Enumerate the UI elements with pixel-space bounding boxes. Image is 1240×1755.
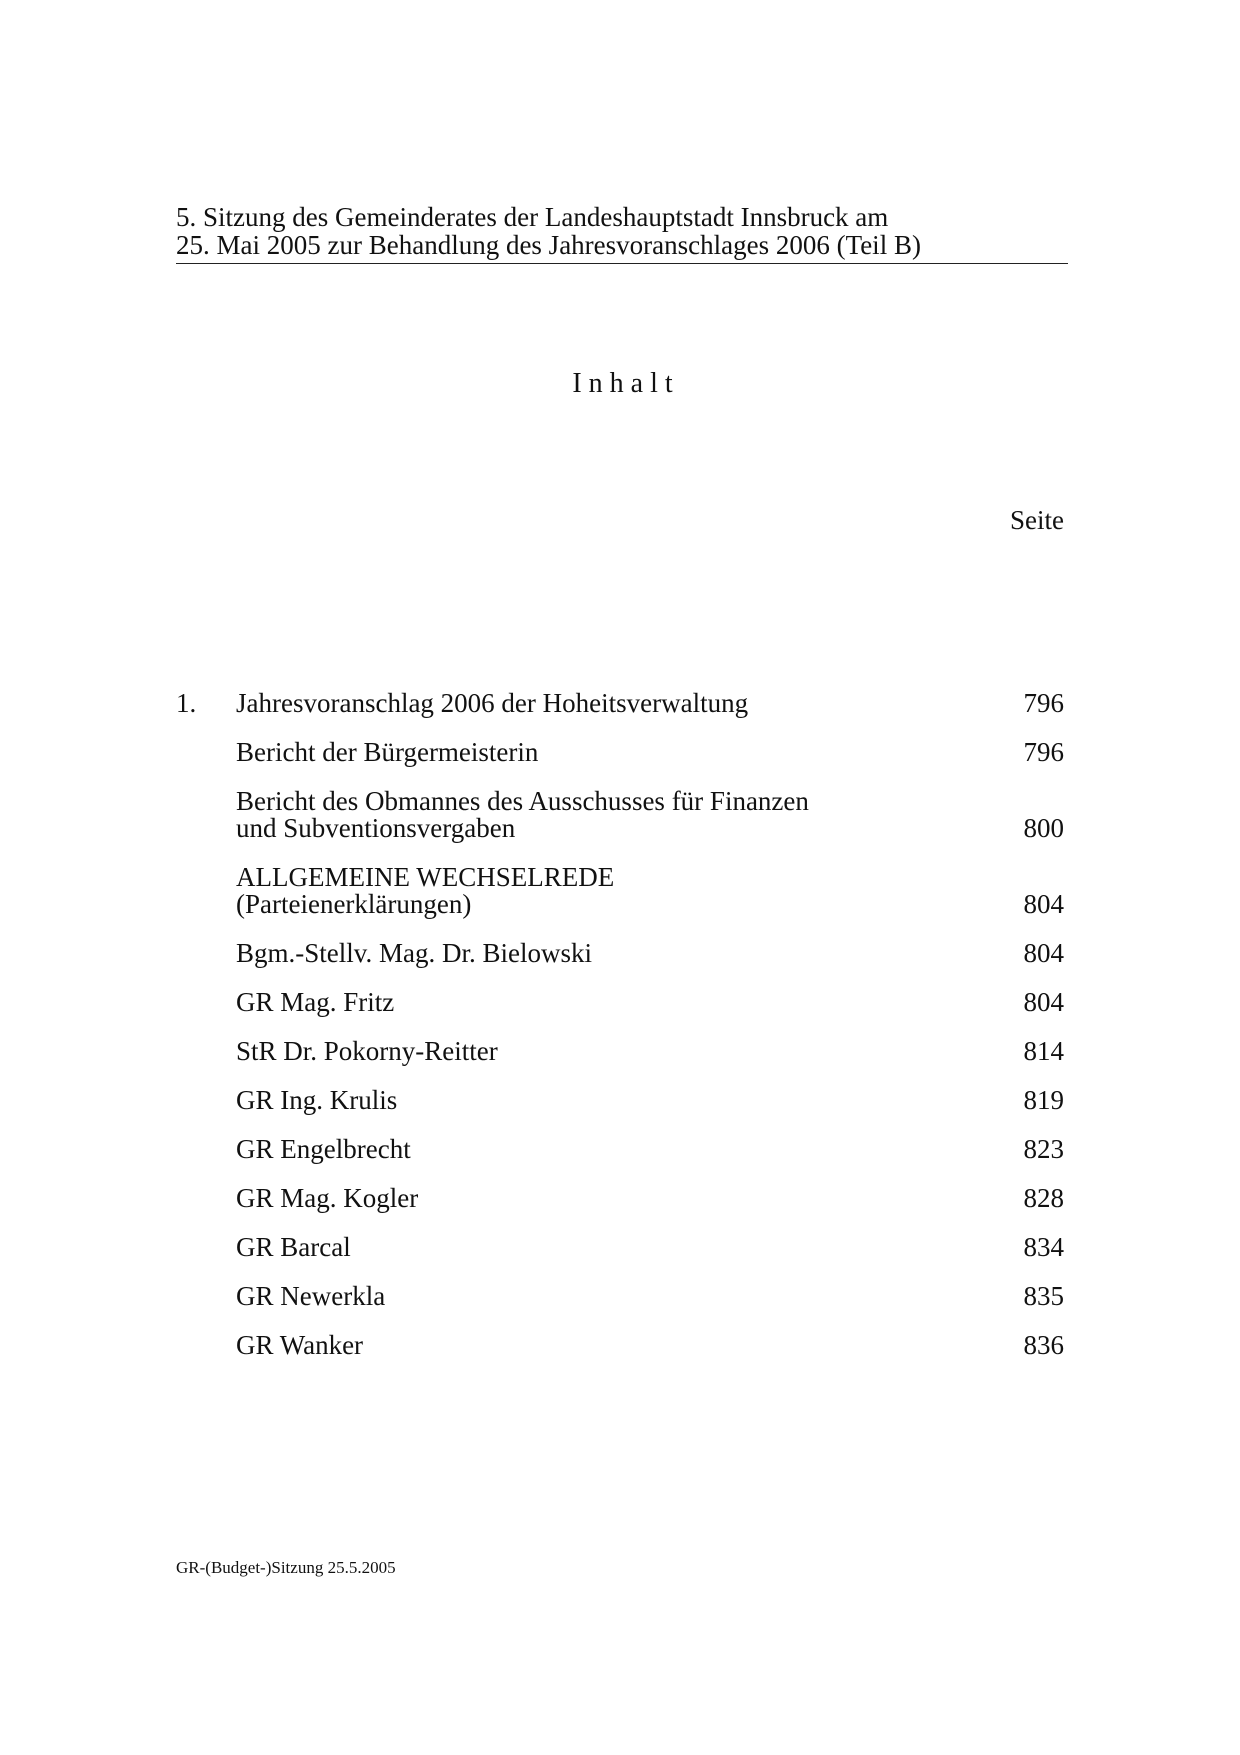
toc-entry-title	[236, 1038, 984, 1065]
toc-entry	[176, 739, 1064, 766]
toc-entry	[176, 940, 1064, 967]
toc-entry-page-number: 835	[1023, 1281, 1064, 1311]
toc-entry-title-line: und Subventionsvergaben	[236, 813, 516, 843]
toc-entry-page-number: 823	[1023, 1134, 1064, 1164]
toc-entry-page-number: 819	[1023, 1085, 1064, 1115]
toc-entry-title-line: Bericht der Bürgermeisterin	[236, 737, 539, 767]
toc-entry-title-line: GR Mag. Kogler	[236, 1183, 419, 1213]
toc-entry-title	[236, 864, 984, 918]
header-line-1: 5. Sitzung des Gemeinderates der Landeshauptstadt Innsbruck am	[176, 202, 889, 232]
toc-entry-title-line: StR Dr. Pokorny-Reitter	[236, 1036, 498, 1066]
document-header	[176, 203, 1068, 264]
toc-entry	[176, 1332, 1064, 1359]
toc-entry-page-number: 804	[1023, 987, 1064, 1017]
toc-entry-page-number: 828	[1023, 1183, 1064, 1213]
header-line-2: 25. Mai 2005 zur Behandlung des Jahresvoranschlages 2006 (Teil B)	[176, 230, 921, 260]
table-of-contents	[176, 668, 1064, 1359]
page-footer: GR-(Budget-)Sitzung 25.5.2005	[176, 1558, 396, 1577]
toc-entry-page-number: 834	[1023, 1232, 1064, 1262]
toc-entry-title	[236, 1283, 984, 1310]
toc-entry-title-line: ALLGEMEINE WECHSELREDE	[236, 862, 615, 892]
toc-entry	[176, 1087, 1064, 1114]
toc-entry-page-number: 800	[1023, 813, 1064, 843]
toc-entry-title	[236, 1234, 984, 1261]
toc-entry-number: 1.	[176, 688, 197, 718]
toc-entry-title-line: GR Barcal	[236, 1232, 351, 1262]
toc-entry-page-number: 796	[1023, 688, 1064, 718]
toc-entry	[176, 690, 1064, 717]
toc-entry-title-line: Bgm.-Stellv. Mag. Dr. Bielowski	[236, 938, 592, 968]
toc-entry-title-line: GR Mag. Fritz	[236, 987, 395, 1017]
toc-entry	[176, 1234, 1064, 1261]
page-column-label: Seite	[1010, 505, 1064, 535]
toc-entry-title	[236, 788, 984, 842]
toc-entry	[176, 864, 1064, 918]
toc-entry-title-line: GR Newerkla	[236, 1281, 386, 1311]
toc-entry-title-line: Bericht des Obmannes des Ausschusses für Finanzen	[236, 786, 809, 816]
toc-entry	[176, 1283, 1064, 1310]
toc-entry-title-line: Jahresvoranschlag 2006 der Hoheitsverwaltung	[236, 688, 749, 718]
toc-entry-page-number: 804	[1023, 938, 1064, 968]
toc-entry-title	[236, 1136, 984, 1163]
toc-entry-page-number: 796	[1023, 737, 1064, 767]
toc-entry-title-line: (Parteienerklärungen)	[236, 889, 472, 919]
toc-entry-title	[236, 989, 984, 1016]
toc-entry-title	[236, 690, 984, 717]
toc-entry	[176, 989, 1064, 1016]
toc-entry-page-number: 814	[1023, 1036, 1064, 1066]
toc-entry-page-number: 836	[1023, 1330, 1064, 1360]
toc-entry	[176, 1038, 1064, 1065]
toc-entry-title	[236, 1332, 984, 1359]
toc-entry-page-number: 804	[1023, 889, 1064, 919]
toc-entry-title-line: GR Ing. Krulis	[236, 1085, 398, 1115]
toc-entry-title	[236, 739, 984, 766]
toc-entry-title	[236, 1087, 984, 1114]
toc-entry-title	[236, 1185, 984, 1212]
toc-entry-title-line: GR Engelbrecht	[236, 1134, 411, 1164]
toc-entry-title-line: GR Wanker	[236, 1330, 364, 1360]
page-title: Inhalt	[572, 368, 680, 399]
toc-entry-title	[236, 940, 984, 967]
toc-entry	[176, 788, 1064, 842]
toc-entry	[176, 1136, 1064, 1163]
toc-entry	[176, 1185, 1064, 1212]
